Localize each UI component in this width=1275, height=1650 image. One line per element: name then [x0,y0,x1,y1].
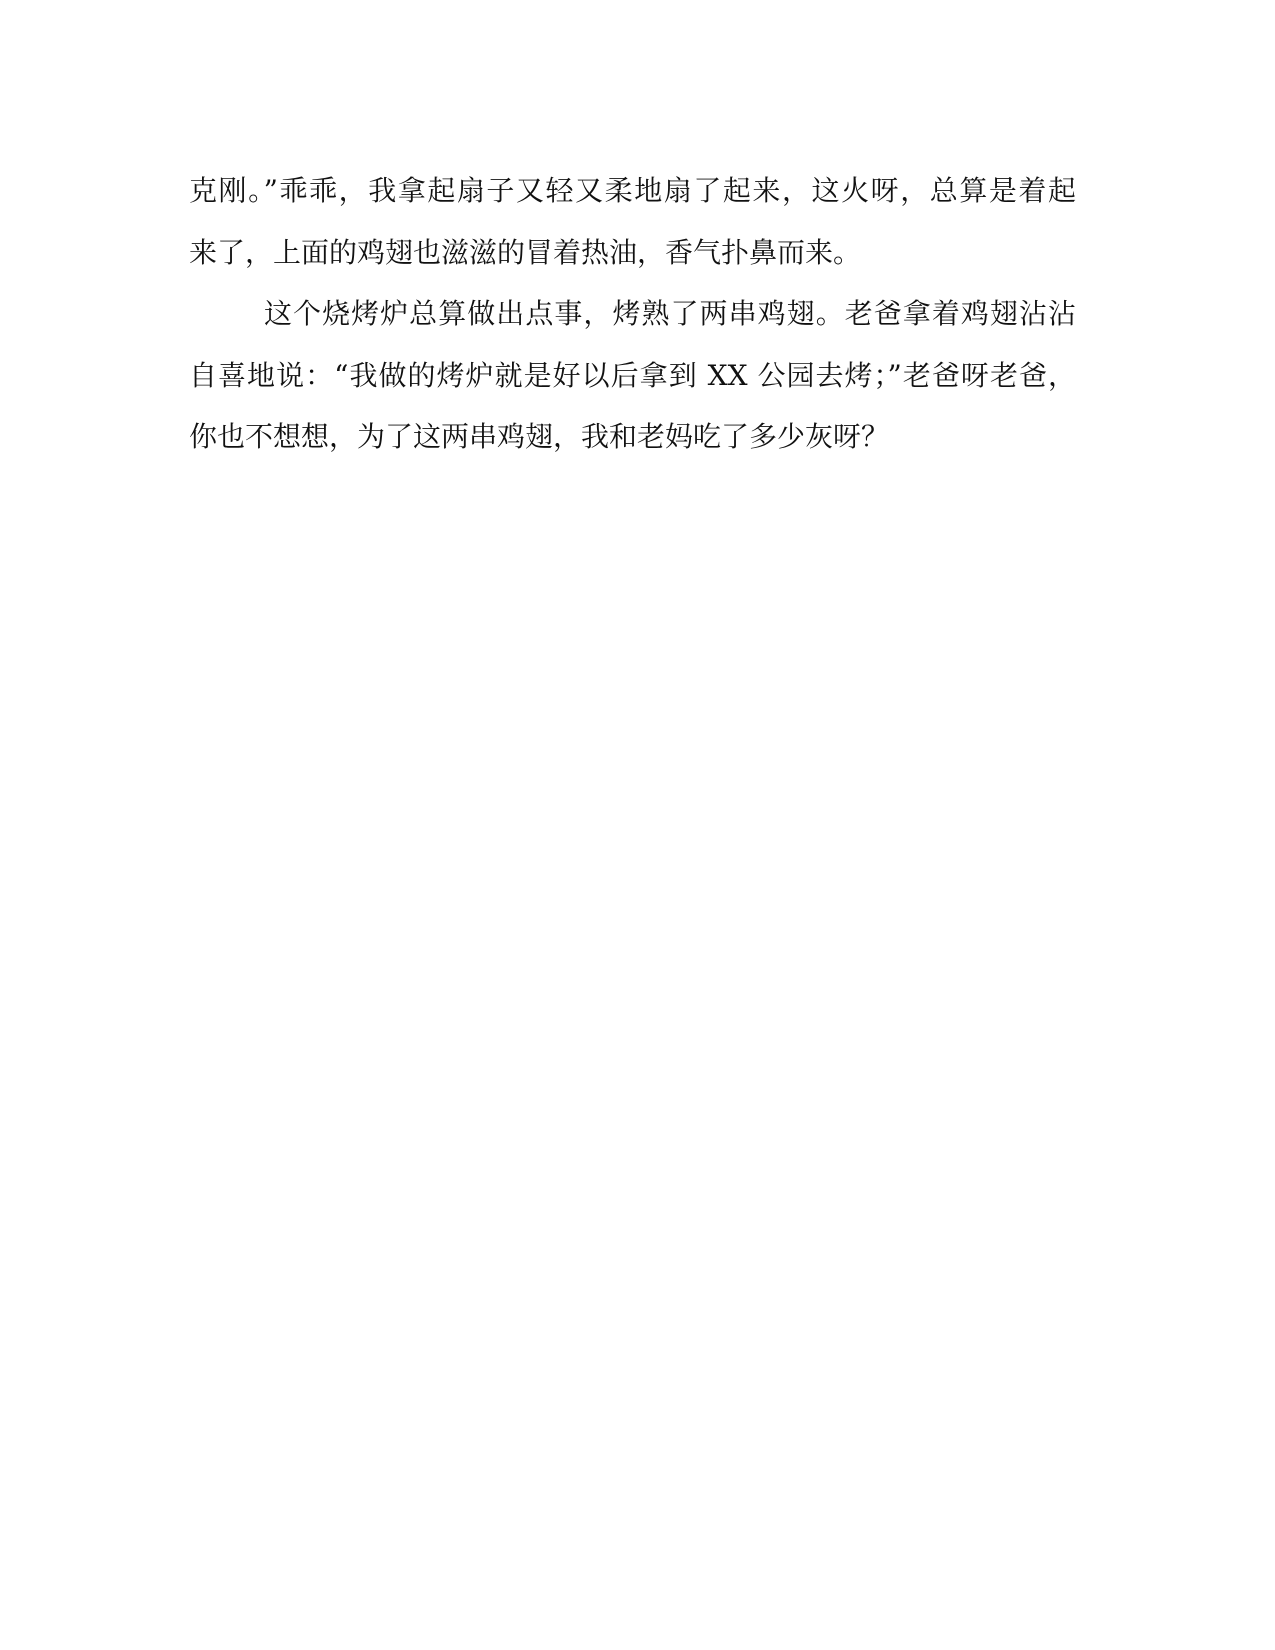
paragraph-1-line-1: 克刚。”乖乖，我拿起扇子又轻又柔地扇了起来，这火呀，总算是着起 [189,174,1076,207]
paragraph-1-line-2: 来了，上面的鸡翅也滋滋的冒着热油，香气扑鼻而来。 [189,235,862,269]
body-text [189,160,1076,468]
paragraph-2-line-2: 自喜地说：“我做的烤炉就是好以后拿到 XX 公园去烤；”老爸呀老爸， [189,358,1076,392]
paragraph-2-line-3: 你也不想想，为了这两串鸡翅，我和老妈吃了多少灰呀？ [189,420,890,453]
paragraph-2-line-1: 这个烧烤炉总算做出点事，烤熟了两串鸡翅。老爸拿着鸡翅沾沾 [264,297,1076,330]
